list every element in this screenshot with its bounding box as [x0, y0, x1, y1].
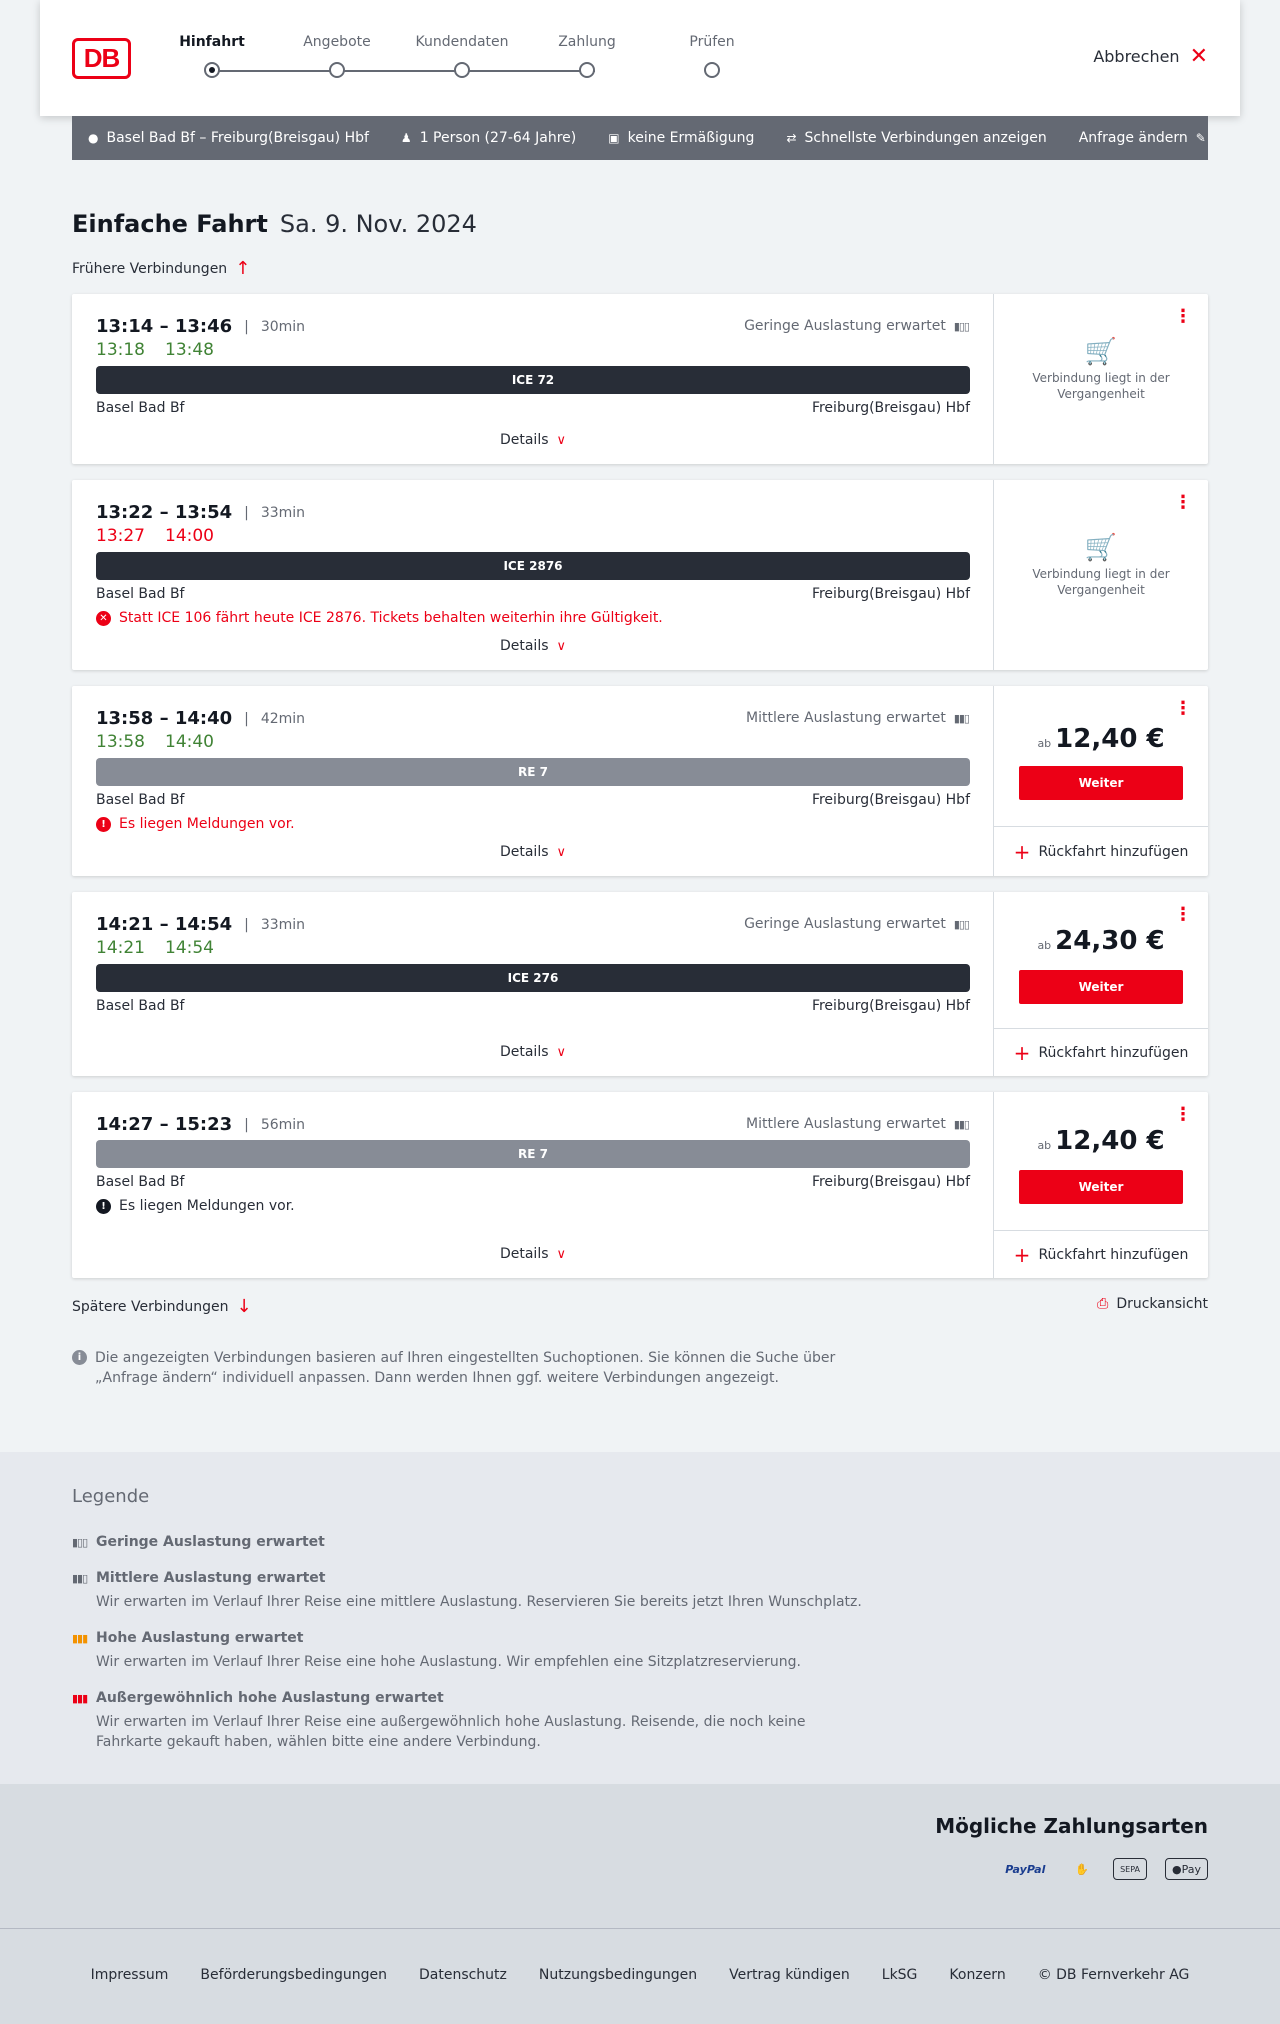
details-toggle[interactable]: [72, 844, 994, 860]
price-value: 12,40 €: [1055, 724, 1165, 754]
credit-card-icon: ✋: [1075, 1862, 1090, 1876]
details-label: Details: [499, 1044, 549, 1060]
departure-station: Basel Bad Bf: [96, 586, 185, 602]
notice-message: [96, 816, 295, 832]
past-status-text: Verbindung liegt in der Vergangenheit: [1032, 567, 1170, 597]
occupancy-indicator: [744, 916, 969, 932]
price: [994, 724, 1208, 754]
train-bar[interactable]: RE 7: [96, 758, 970, 786]
stations: [96, 998, 970, 1014]
train-bar[interactable]: RE 7: [96, 1140, 970, 1168]
footer-link-datenschutz[interactable]: Datenschutz: [418, 1967, 507, 1983]
plus-icon: +: [1013, 839, 1031, 864]
legend-section: [0, 1452, 1280, 1784]
apple-glyph: ●: [1172, 1862, 1182, 1876]
connection-card: [72, 1092, 1208, 1278]
footer: [0, 1928, 1280, 2024]
footer-link-impressum[interactable]: Impressum: [90, 1967, 169, 1983]
realtime-times: [96, 938, 214, 958]
trip-date: Sa. 9. Nov. 2024: [279, 210, 477, 238]
paypal-icon: PayPal: [1005, 1862, 1046, 1876]
add-return-label: Rückfahrt hinzufügen: [1038, 843, 1189, 860]
past-connection-status: [994, 337, 1208, 402]
train-bar[interactable]: ICE 72: [96, 366, 970, 394]
footer-link-konzern[interactable]: Konzern: [949, 1967, 1006, 1983]
info-alert-icon: !: [96, 1199, 111, 1214]
info-note: [72, 1348, 852, 1388]
departure-station: Basel Bad Bf: [96, 792, 185, 808]
details-label: Details: [499, 638, 549, 654]
footer-link-nutzung[interactable]: Nutzungsbedingungen: [538, 1967, 698, 1983]
duration: 56min: [260, 1116, 306, 1133]
more-options-icon[interactable]: ⋮: [1174, 492, 1192, 513]
time-range: 13:58 – 14:40: [96, 708, 233, 729]
trip-type: Einfache Fahrt: [72, 210, 268, 238]
price-prefix: ab: [1037, 939, 1052, 952]
step-dot: [329, 62, 345, 78]
legend-title: Legende: [72, 1486, 150, 1507]
plus-icon: +: [1013, 1242, 1031, 1267]
train-bar[interactable]: ICE 276: [96, 964, 970, 992]
location-pin-icon: ●: [88, 131, 99, 145]
realtime-arrival: 14:00: [165, 526, 214, 546]
message-text: Statt ICE 106 fährt heute ICE 2876. Tickets behalten weiterhin ihre Gültigkeit.: [119, 610, 663, 626]
schedule-times: [96, 708, 305, 729]
offer-panel: [994, 294, 1208, 464]
passenger-text: 1 Person (27-64 Jahre): [419, 130, 577, 146]
continue-button[interactable]: Weiter: [1019, 766, 1183, 800]
warning-icon: !: [96, 817, 111, 832]
payment-section: [0, 1784, 1280, 1928]
occupancy-extreme-icon: ▮▮▮: [72, 1691, 88, 1705]
payment-title: Mögliche Zahlungsarten: [935, 1814, 1208, 1838]
more-options-icon[interactable]: ⋮: [1174, 1104, 1192, 1125]
schedule-times: [96, 316, 305, 337]
price-value: 24,30 €: [1055, 926, 1165, 956]
cancel-button[interactable]: [1093, 43, 1208, 69]
connection-card: [72, 480, 1208, 670]
step-label: Kundendaten: [415, 34, 509, 50]
occupancy-medium-icon: ▮▮▯: [72, 1571, 88, 1585]
cart-disabled-icon: 🛒: [1084, 533, 1118, 563]
footer-copyright: © DB Fernverkehr AG: [1037, 1967, 1190, 1983]
realtime-departure: 13:27: [96, 526, 145, 546]
stations: [96, 586, 970, 602]
step-label: Prüfen: [689, 34, 735, 50]
step-dot: [579, 62, 595, 78]
duration: 33min: [260, 504, 306, 521]
occupancy-low-icon: ▮▯▯: [953, 917, 969, 931]
message-text: Es liegen Meldungen vor.: [119, 816, 295, 832]
occupancy-text: Mittlere Auslastung erwartet: [746, 1116, 946, 1132]
occupancy-indicator: [746, 710, 969, 726]
time-range: 14:27 – 15:23: [96, 1114, 233, 1135]
payment-methods: [999, 1858, 1208, 1880]
footer-link-befoerderung[interactable]: Beförderungsbedingungen: [200, 1967, 387, 1983]
more-options-icon[interactable]: ⋮: [1174, 904, 1192, 925]
details-toggle[interactable]: [72, 638, 994, 654]
offer-panel: [994, 686, 1208, 876]
details-label: Details: [499, 1246, 549, 1262]
arrival-station: Freiburg(Breisgau) Hbf: [811, 586, 970, 602]
printer-icon: ⎙: [1097, 1296, 1109, 1312]
stations: [96, 792, 970, 808]
chevron-down-icon: ∨: [556, 639, 567, 654]
realtime-times: [96, 732, 214, 752]
schedule-times: [96, 914, 305, 935]
departure-station: Basel Bad Bf: [96, 1174, 185, 1190]
departure-station: Basel Bad Bf: [96, 998, 185, 1014]
chevron-down-icon: ∨: [556, 1045, 567, 1060]
offer-panel: [994, 480, 1208, 670]
footer-link-lksg[interactable]: LkSG: [881, 1967, 918, 1983]
legend-label: Hohe Auslastung erwartet: [96, 1630, 304, 1646]
legend-item: [72, 1570, 876, 1612]
arrival-station: Freiburg(Breisgau) Hbf: [811, 1174, 970, 1190]
arrow-down-icon: ↓: [236, 1296, 252, 1317]
time-range: 14:21 – 14:54: [96, 914, 233, 935]
offer-panel: [994, 892, 1208, 1076]
chevron-down-icon: ∨: [556, 845, 567, 860]
step-kundendaten[interactable]: [412, 34, 512, 50]
step-dot: [204, 62, 220, 78]
passenger-info: [401, 130, 576, 146]
plus-icon: +: [1013, 1040, 1031, 1065]
progress-steps: [179, 34, 735, 84]
connection-card: [72, 892, 1208, 1076]
realtime-arrival: 13:48: [165, 340, 214, 360]
past-connection-status: [994, 533, 1208, 598]
arrival-station: Freiburg(Breisgau) Hbf: [811, 400, 970, 416]
bahncard-icon: ▣: [608, 131, 620, 145]
occupancy-high-icon: ▮▮▮: [72, 1631, 88, 1645]
separator: |: [244, 710, 249, 727]
occupancy-medium-icon: ▮▮▯: [953, 711, 969, 725]
connection-card: [72, 686, 1208, 876]
apple-pay-label: Pay: [1181, 1862, 1201, 1876]
duration: 33min: [260, 916, 306, 933]
duration: 30min: [260, 318, 306, 335]
separator: |: [244, 504, 249, 521]
step-dot: [454, 62, 470, 78]
schedule-times: [96, 502, 305, 523]
occupancy-low-icon: ▮▯▯: [953, 319, 969, 333]
earlier-label: Frühere Verbindungen: [72, 260, 228, 277]
connection-card: [72, 294, 1208, 464]
step-zahlung[interactable]: [537, 34, 637, 50]
add-return-label: Rückfahrt hinzufügen: [1038, 1044, 1189, 1061]
train-bar[interactable]: ICE 2876: [96, 552, 970, 580]
footer-link-kuendigen[interactable]: Vertrag kündigen: [729, 1967, 850, 1983]
legend-description: Wir erwarten im Verlauf Ihrer Reise eine mittlere Auslastung. Reservieren Sie bereits jetzt Ihren Wunschplatz.: [96, 1594, 862, 1610]
later-label: Spätere Verbindungen: [72, 1298, 229, 1315]
error-icon: ✕: [96, 611, 111, 626]
occupancy-medium-icon: ▮▮▯: [953, 1117, 969, 1131]
price-prefix: ab: [1037, 1139, 1052, 1152]
connection-info: [72, 480, 994, 670]
print-label: Druckansicht: [1116, 1296, 1208, 1312]
past-status-text: Verbindung liegt in der Vergangenheit: [1032, 371, 1170, 401]
earlier-connections-link[interactable]: [72, 258, 250, 279]
page-title: [72, 210, 477, 238]
discount-text: keine Ermäßigung: [627, 130, 755, 146]
more-options-icon[interactable]: ⋮: [1174, 306, 1192, 327]
legend-label: Mittlere Auslastung erwartet: [96, 1570, 326, 1586]
note-text: Die angezeigten Verbindungen basieren auf Ihren eingestellten Suchoptionen. Sie können die Suche über „Anfrage ändern“ individuell anpassen. Dann werden Ihnen ggf. weitere Verbindungen angezeigt.: [95, 1350, 836, 1386]
close-icon: ✕: [1189, 43, 1208, 69]
legend-description: Wir erwarten im Verlauf Ihrer Reise eine außergewöhnlich hohe Auslastung. Reisende, die noch keine Fahrkarte gekauft haben, wählen bitte eine andere Verbindung.: [96, 1714, 806, 1750]
occupancy-text: Mittlere Auslastung erwartet: [746, 710, 946, 726]
continue-button[interactable]: Weiter: [1019, 1170, 1183, 1204]
search-summary-bar: [72, 116, 1208, 160]
time-range: 13:22 – 13:54: [96, 502, 233, 523]
chevron-down-icon: ∨: [556, 1247, 567, 1262]
step-angebote[interactable]: [287, 34, 387, 50]
progress-line: [212, 70, 595, 72]
legend-label: Geringe Auslastung erwartet: [96, 1534, 325, 1550]
edit-search-button[interactable]: [1079, 130, 1206, 146]
legend-description: Wir erwarten im Verlauf Ihrer Reise eine hohe Auslastung. Wir empfehlen eine Sitzplatzreservierung.: [96, 1654, 801, 1670]
fastest-toggle[interactable]: [786, 130, 1046, 146]
continue-button[interactable]: Weiter: [1019, 970, 1183, 1004]
message-text: Es liegen Meldungen vor.: [119, 1198, 295, 1214]
person-icon: ♟: [400, 131, 412, 145]
separator: |: [244, 318, 249, 335]
offer-panel: [994, 1092, 1208, 1278]
details-label: Details: [499, 432, 549, 448]
arrow-up-icon: ↑: [235, 258, 251, 279]
duration: 42min: [260, 710, 306, 727]
cart-disabled-icon: 🛒: [1084, 337, 1118, 367]
sepa-icon: SEPA: [1113, 1858, 1147, 1880]
route-info: [88, 130, 369, 146]
db-logo[interactable]: DB: [72, 38, 131, 79]
departure-station: Basel Bad Bf: [96, 400, 185, 416]
realtime-departure: 13:18: [96, 340, 145, 360]
swap-arrows-icon: ⇄: [786, 131, 797, 145]
occupancy-indicator: [744, 318, 969, 334]
header: [40, 0, 1240, 116]
realtime-arrival: 14:40: [165, 732, 214, 752]
details-toggle[interactable]: [72, 1246, 994, 1262]
edit-text: Anfrage ändern: [1078, 130, 1188, 146]
price-value: 12,40 €: [1055, 1126, 1165, 1156]
legend-item: [72, 1534, 325, 1550]
legend-item: [72, 1690, 876, 1752]
add-return-button[interactable]: [994, 1230, 1208, 1278]
connection-info: [72, 686, 994, 876]
stations: [96, 400, 970, 416]
realtime-departure: 14:21: [96, 938, 145, 958]
step-hinfahrt[interactable]: [162, 34, 262, 50]
separator: |: [244, 916, 249, 933]
arrival-station: Freiburg(Breisgau) Hbf: [811, 998, 970, 1014]
print-view-link[interactable]: [1097, 1296, 1208, 1312]
details-toggle[interactable]: [72, 1044, 994, 1060]
realtime-departure: 13:58: [96, 732, 145, 752]
occupancy-text: Geringe Auslastung erwartet: [744, 318, 946, 334]
fastest-text: Schnellste Verbindungen anzeigen: [804, 130, 1047, 146]
schedule-times: [96, 1114, 305, 1135]
occupancy-indicator: [746, 1116, 969, 1132]
price: [994, 926, 1208, 956]
route-text: Basel Bad Bf – Freiburg(Breisgau) Hbf: [106, 130, 369, 146]
add-return-button[interactable]: [994, 826, 1208, 876]
pencil-icon: ✎: [1195, 131, 1206, 145]
add-return-label: Rückfahrt hinzufügen: [1038, 1246, 1189, 1263]
occupancy-text: Geringe Auslastung erwartet: [744, 916, 946, 932]
realtime-times: [96, 526, 214, 546]
time-range: 13:14 – 13:46: [96, 316, 233, 337]
step-label: Hinfahrt: [179, 34, 245, 50]
notice-message: [96, 1198, 295, 1214]
step-label: Angebote: [303, 34, 371, 50]
realtime-times: [96, 340, 214, 360]
footer-links: [0, 1967, 1280, 1983]
separator: |: [244, 1116, 249, 1133]
later-connections-link[interactable]: [72, 1296, 252, 1317]
more-options-icon[interactable]: ⋮: [1174, 698, 1192, 719]
price-prefix: ab: [1037, 737, 1052, 750]
occupancy-low-icon: ▮▯▯: [72, 1535, 88, 1549]
cancel-label: Abbrechen: [1093, 47, 1180, 66]
step-pruefen[interactable]: [662, 34, 762, 50]
disruption-message: [96, 610, 663, 626]
step-label: Zahlung: [558, 34, 616, 50]
details-label: Details: [499, 844, 549, 860]
apple-pay-icon: [1165, 1858, 1208, 1880]
chevron-down-icon: ∨: [556, 433, 567, 448]
stations: [96, 1174, 970, 1190]
discount-info: [608, 130, 754, 146]
step-dot: [704, 62, 720, 78]
details-toggle[interactable]: [72, 432, 994, 448]
add-return-button[interactable]: [994, 1028, 1208, 1076]
info-icon: i: [72, 1350, 87, 1365]
realtime-arrival: 14:54: [165, 938, 214, 958]
connection-info: [72, 294, 994, 464]
legend-item: [72, 1630, 876, 1672]
legend-label: Außergewöhnlich hohe Auslastung erwartet: [96, 1690, 444, 1706]
price: [994, 1126, 1208, 1156]
connection-info: [72, 892, 994, 1076]
arrival-station: Freiburg(Breisgau) Hbf: [811, 792, 970, 808]
connection-info: [72, 1092, 994, 1278]
